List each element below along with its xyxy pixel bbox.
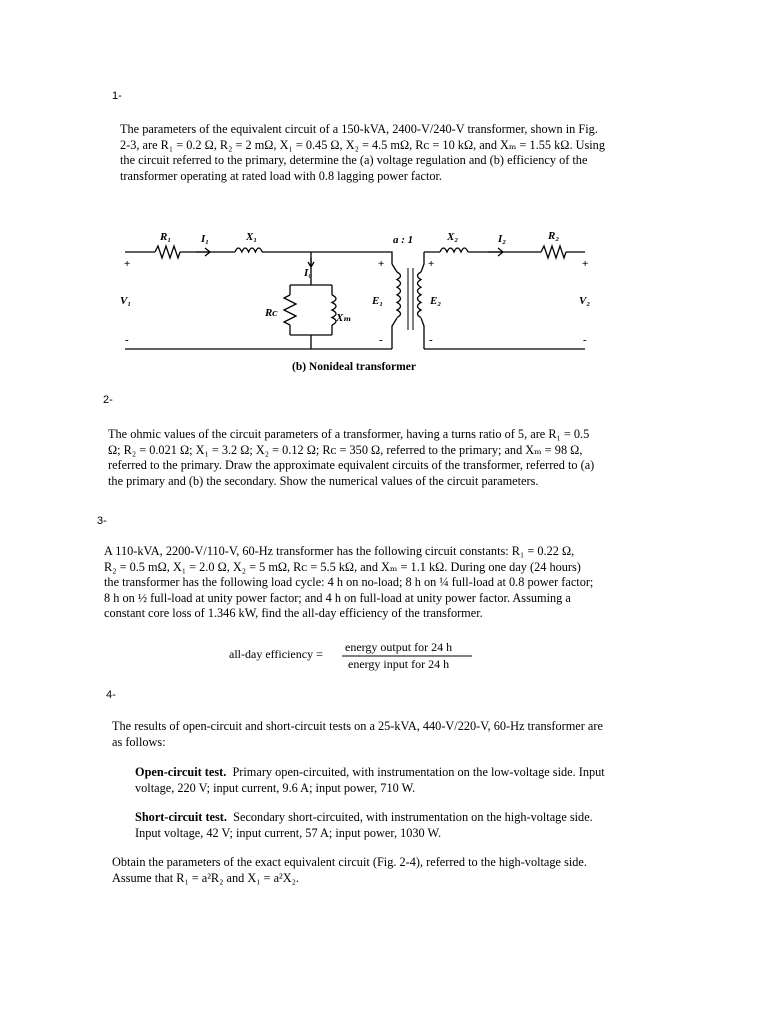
x1-inductor [235,248,262,252]
problem-4-number: 4- [106,689,116,701]
problem-1-line-3: the circuit referred to the primary, determine the (a) voltage regulation and (b) efficiency of the [120,153,588,168]
v1-label: V₁ [120,295,132,307]
problem-4-final-line-2: Assume that R₁ = a²R₂ and X₁ = a²X₂. [112,870,299,885]
i1-label: I₁ [201,233,210,245]
problem-4-line-2: as follows: [112,734,166,749]
problem-3-line-1: A 110-kVA, 2200-V/110-V, 60-Hz transformer has the following circuit constants: R₁ = 0.22 Ω, [104,544,575,558]
problem-2-line-2: Ω; R₂ = 0.021 Ω; X₁ = 3.2 Ω; X₂ = 0.12 Ω; Rᴄ = 350 Ω, referred to the primary; and Xₘ = 98 Ω, [108,442,583,457]
e2-minus-sign: - [429,334,433,346]
problem-4-final [112,855,587,886]
turns-ratio-label: a : 1 [393,234,414,246]
i2-label: I₂ [498,233,507,245]
primary-winding-leads [392,264,397,349]
primary-winding [397,272,401,318]
problem-4-final-line-1: Obtain the parameters of the exact equivalent circuit (Fig. 2-4), referred to the high-voltage side. [112,855,587,869]
e1-minus-sign: - [379,334,383,346]
problem-2-line-1: The ohmic values of the circuit parameters of a transformer, having a turns ratio of 5, are R₁ = 0.5 [108,427,590,441]
problem-3-line-3: the transformer has the following load cycle: 4 h on no-load; 8 h on ¼ full-load at 0.8 power factor; [104,575,594,590]
problem-1-line-1: The parameters of the equivalent circuit of a 150-kVA, 2400-V/240-V transformer, shown in Fig. [120,122,598,136]
rc-resistor [284,295,296,325]
e2-plus-sign: + [428,258,435,270]
problem-1-line-4: transformer operating at rated load with 0.8 lagging power factor. [120,168,443,183]
formula-numerator: energy output for 24 h [345,640,453,654]
short-circuit-test-title: Short-circuit test. [135,810,227,824]
i2-arrow [488,248,503,256]
open-circuit-line-2: voltage, 220 V; input current, 9.6 A; input power, 710 W. [135,780,416,795]
formula-lhs: all-day efficiency = [229,647,323,661]
secondary-winding [418,272,422,318]
i1-arrow [196,248,210,256]
short-circuit-test-paragraph [135,810,593,841]
v1-plus-sign: + [124,258,131,270]
problem-4-line-1: The results of open-circuit and short-circuit tests on a 25-kVA, 440-V/220-V, 60-Hz transformer are [112,719,603,733]
iron-core [408,268,413,330]
problem-3-line-5: constant core loss of 1.346 kW, find the all-day efficiency of the transformer. [104,606,483,621]
problem-1-number: 1- [112,90,122,102]
figure-caption: (b) Nonideal transformer [292,361,416,373]
primary-top-wire [125,252,392,264]
v2-minus-sign: - [583,334,587,346]
rc-label: Rᴄ [265,307,278,319]
problem-1-line-2: 2-3, are R₁ = 0.2 Ω, R₂ = 2 mΩ, X₁ = 0.45 Ω, X₂ = 4.5 mΩ, Rᴄ = 10 kΩ, and Xₘ = 1.55 kΩ. Using [120,137,605,152]
problem-4-intro [112,719,603,750]
problem-2-line-4: the primary and (b) the secondary. Show the numerical values of the circuit parameters. [108,473,539,488]
open-circuit-line-1: Primary open-circuited, with instrumentation on the low-voltage side. Input [232,765,605,779]
v1-minus-sign: - [125,334,129,346]
problem-2-line-3: referred to the primary. Draw the approximate equivalent circuits of the transformer, referred to (a) [108,458,595,473]
open-circuit-test-title: Open-circuit test. [135,765,227,779]
short-circuit-line-2: Input voltage, 42 V; input current, 57 A; input power, 1030 W. [135,825,442,840]
e1-plus-sign: + [378,258,385,270]
problem-2-number: 2- [103,394,113,406]
problem-3-line-2: R₂ = 0.5 mΩ, X₁ = 2.0 Ω, X₂ = 5 mΩ, Rᴄ = 5.5 kΩ, and Xₘ = 1.1 kΩ. During one day (24 hours) [104,559,581,574]
x1-label: X₁ [246,231,258,243]
x2-label: X₂ [447,231,459,243]
r2-label: R₂ [548,230,560,242]
r2-resistor [541,246,566,258]
problem-3-text [104,544,593,622]
secondary-winding-leads [421,252,424,349]
xm-label: Xₘ [336,312,352,324]
i0-arrow [308,258,314,267]
r1-resistor [155,246,180,258]
v2-plus-sign: + [582,258,589,270]
open-circuit-test-paragraph [135,765,605,796]
v2-label: V₂ [579,295,591,307]
short-circuit-line-1: Secondary short-circuited, with instrumentation on the high-voltage side. [233,810,593,824]
x2-inductor [440,248,468,252]
i0-label: I₀ [304,267,313,279]
e2-label: E₂ [430,295,442,307]
e1-label: E₁ [372,295,384,307]
problem-2-text [108,427,594,489]
formula-denominator: energy input for 24 h [348,657,450,671]
problem-3-line-4: 8 h on ½ full-load at unity power factor; and 4 h on full-load at unity power factor. Assuming a [104,590,571,605]
r1-label: R₁ [160,231,172,243]
shunt-bottom-wire [290,335,332,349]
problem-3-number: 3- [97,515,107,527]
